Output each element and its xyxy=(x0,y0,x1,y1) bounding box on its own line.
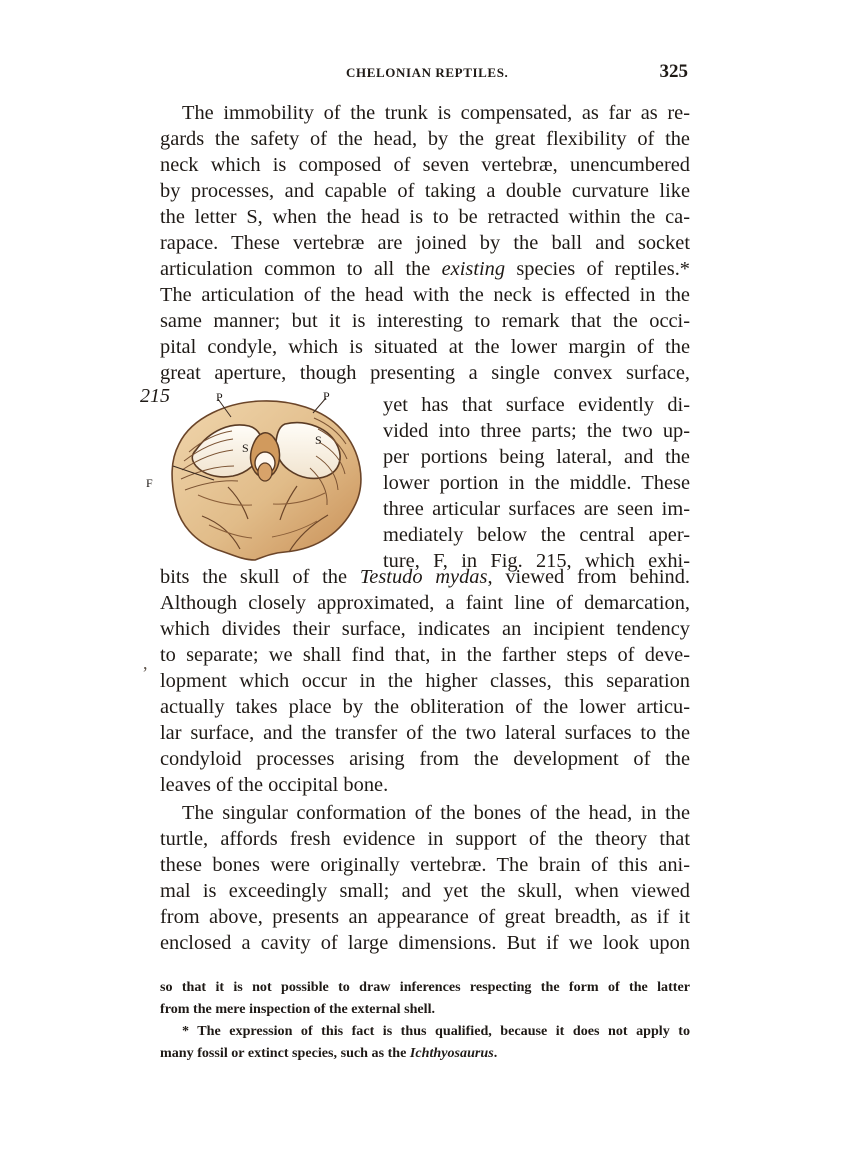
text-fragment: articulation common to all the existing species of reptiles.* xyxy=(160,258,690,280)
body-line: pital condyle, which is situated at the lower margin of the xyxy=(160,336,690,358)
body-line: which divides their surface, indicates an incipient tendency xyxy=(160,618,690,640)
body-line: rapace. These vertebræ are joined by the ball and socket xyxy=(160,232,690,254)
margin-mark: , xyxy=(143,653,148,673)
body-line: gards the safety of the head, by the great flexibility of the xyxy=(160,128,690,150)
figure-label-p-left: P xyxy=(216,390,223,404)
italic-word: existing xyxy=(441,258,506,280)
wrapped-text-right-of-figure xyxy=(383,392,690,574)
body-text-top xyxy=(160,100,690,386)
footnote-line: so that it is not possible to draw inferences respecting the form of the latter xyxy=(160,979,690,995)
body-line: per portions being lateral, and the xyxy=(383,446,690,468)
body-line: yet has that surface evidently di- xyxy=(383,394,690,416)
figure-label-f: F xyxy=(146,476,153,490)
body-text-continued xyxy=(160,564,690,798)
body-line-last: leaves of the occipital bone. xyxy=(160,774,389,796)
body-line: enclosed a cavity of large dimensions. But if we look upon xyxy=(160,932,690,954)
running-header xyxy=(160,62,690,84)
body-line: actually takes place by the obliteration of the lower articu- xyxy=(160,696,690,718)
body-line: lopment which occur in the higher classes, this separation xyxy=(160,670,690,692)
species-name: Testudo mydas xyxy=(359,566,488,588)
body-line: these bones were originally vertebræ. The brain of this ani- xyxy=(160,854,690,876)
body-line: from above, presents an appearance of great breadth, as if it xyxy=(160,906,690,928)
body-line: lower portion in the middle. These xyxy=(383,472,690,494)
page-number: 325 xyxy=(659,61,688,82)
body-line-with-italic xyxy=(160,256,690,282)
body-line: neck which is composed of seven vertebræ, unencumbered xyxy=(160,154,690,176)
figure-215 xyxy=(140,384,384,572)
body-line: the letter S, when the head is to be retracted within the ca- xyxy=(160,206,690,228)
footnote-line: from the mere inspection of the external shell. xyxy=(160,1001,436,1017)
genus-name: Ichthyosaurus xyxy=(409,1045,494,1061)
footnotes xyxy=(160,976,690,1064)
body-line: to separate; we shall find that, in the farther steps of deve- xyxy=(160,644,690,666)
body-line: mediately below the central aper- xyxy=(383,524,690,546)
body-line: The singular conformation of the bones of the head, in the xyxy=(182,802,690,824)
body-line: The articulation of the head with the neck is effected in the xyxy=(160,284,690,306)
body-line: three articular surfaces are seen im- xyxy=(383,498,690,520)
body-line: condyloid processes arising from the development of the xyxy=(160,748,690,770)
body-line: by processes, and capable of taking a double curvature like xyxy=(160,180,690,202)
turtle-skull-illustration xyxy=(140,384,384,572)
body-line: ture, F, in Fig. 215, which exhi- xyxy=(383,550,690,572)
body-line: lar surface, and the transfer of the two lateral surfaces to the xyxy=(160,722,690,744)
body-line: vided into three parts; the two up- xyxy=(383,420,690,442)
footnote-line: many fossil or extinct species, such as the Ichthyosaurus. xyxy=(160,1045,498,1061)
body-line: mal is exceedingly small; and yet the skull, when viewed xyxy=(160,880,690,902)
figure-number: 215 xyxy=(140,385,170,407)
body-line: turtle, affords fresh evidence in support of the theory that xyxy=(160,828,690,850)
body-line: great aperture, though presenting a single convex surface, xyxy=(160,362,690,384)
running-title: CHELONIAN REPTILES. xyxy=(346,65,509,80)
body-line: same manner; but it is interesting to remark that the occi- xyxy=(160,310,690,332)
footnote-line: * The expression of this fact is thus qualified, because it does not apply to xyxy=(182,1023,690,1039)
body-line: The immobility of the trunk is compensated, as far as re- xyxy=(182,102,690,124)
figure-label-s-left: S xyxy=(242,441,249,455)
body-line: bits the skull of the Testudo mydas, viewed from behind. xyxy=(160,566,690,588)
body-line: Although closely approximated, a faint line of demarcation, xyxy=(160,592,690,614)
figure-label-s-right: S xyxy=(315,433,322,447)
figure-label-p-right: P xyxy=(323,389,330,403)
body-paragraph-two xyxy=(160,800,690,956)
